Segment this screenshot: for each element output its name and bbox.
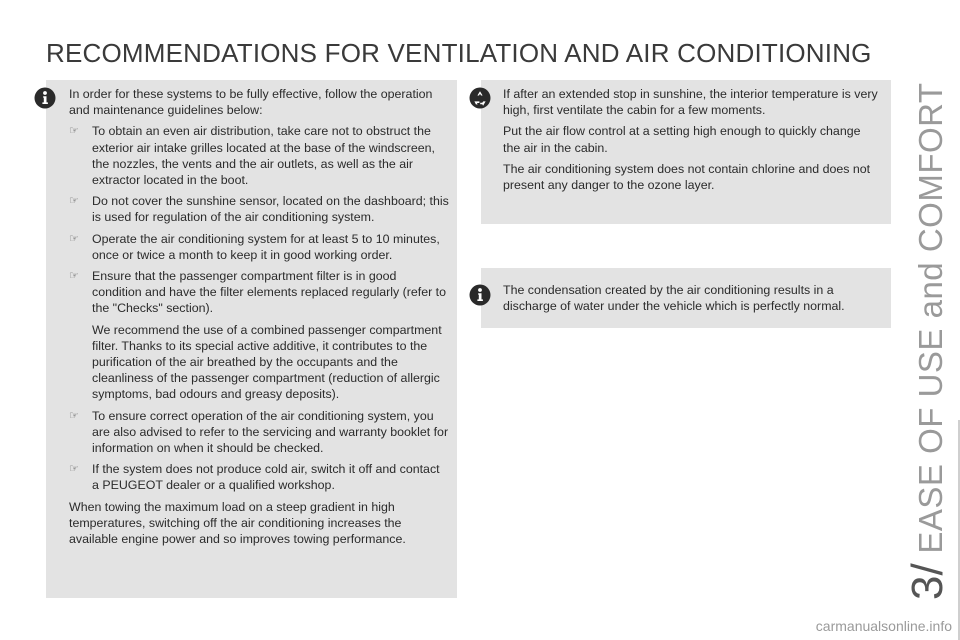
filter-recommendation: We recommend the use of a combined passenger compartment filter. Thanks to its special active additive, it contributes to the purification of the air breathed by the occupants and the cleanliness of the passenger compartment (reduction of allergic symptoms, bad odours and greasy deposits). xyxy=(92,322,442,402)
list-item: ☞ If the system does not produce cold air, switch it off and contact a PEUGEOT dealer or a qualified workshop. xyxy=(69,462,440,493)
info-icon xyxy=(34,87,56,109)
recycle-icon xyxy=(469,87,491,109)
list-item: ☞ Do not cover the sunshine sensor, located on the dashboard; this is used for regulation of the air conditioning system. xyxy=(69,194,449,225)
hand-pointer-icon: ☞ xyxy=(69,270,79,283)
paragraph: The air conditioning system does not contain chlorine and does not present any danger to the ozone layer. xyxy=(503,161,871,193)
hand-pointer-icon: ☞ xyxy=(69,195,79,208)
chapter-title: EASE OF USE and COMFORT xyxy=(912,82,949,554)
list-item: ☞ Ensure that the passenger compartment filter is in good condition and have the filter elements replaced regularly (refer to the "Checks" section). xyxy=(69,269,447,316)
recommendations-text xyxy=(69,86,449,552)
condensation-text: The condensation created by the air conditioning results in a discharge of water under the vehicle which is perfectly normal. xyxy=(503,283,845,314)
hand-pointer-icon: ☞ xyxy=(69,232,79,245)
watermark: carmanualsonline.info xyxy=(815,618,952,634)
hand-pointer-icon: ☞ xyxy=(69,463,79,476)
list-item: ☞ To obtain an even air distribution, take care not to obstruct the exterior air intake grilles located at the base of the windscreen, the nozzles, the vents and the air outlets, as well as the air extractor located in the boot. xyxy=(69,124,435,188)
page-title: RECOMMENDATIONS FOR VENTILATION AND AIR CONDITIONING xyxy=(46,38,872,68)
info-icon xyxy=(469,284,491,306)
paragraph: If after an extended stop in sunshine, the interior temperature is very high, first ventilate the cabin for a few moments. xyxy=(503,87,878,118)
list-item: ☞ Operate the air conditioning system for at least 5 to 10 minutes, once or twice a month to keep it in good working order. xyxy=(69,231,440,262)
hand-pointer-icon: ☞ xyxy=(69,409,79,422)
hand-pointer-icon: ☞ xyxy=(69,125,79,138)
chapter-number: 3/ xyxy=(903,563,952,600)
towing-paragraph: When towing the maximum load on a steep gradient in high temperatures, switching off the air conditioning increases the available engine power and so improves towing performance. xyxy=(69,499,406,547)
environment-text xyxy=(503,86,881,198)
list-item: ☞ To ensure correct operation of the air conditioning system, you are also advised to refer to the servicing and warranty booklet for information on when it should be checked. xyxy=(69,408,449,456)
intro-paragraph: In order for these systems to be fully effective, follow the operation and maintenance guidelines below: xyxy=(69,87,433,118)
chapter-heading xyxy=(903,40,952,600)
paragraph: Put the air flow control at a setting high enough to quickly change the air in the cabin. xyxy=(503,124,861,155)
